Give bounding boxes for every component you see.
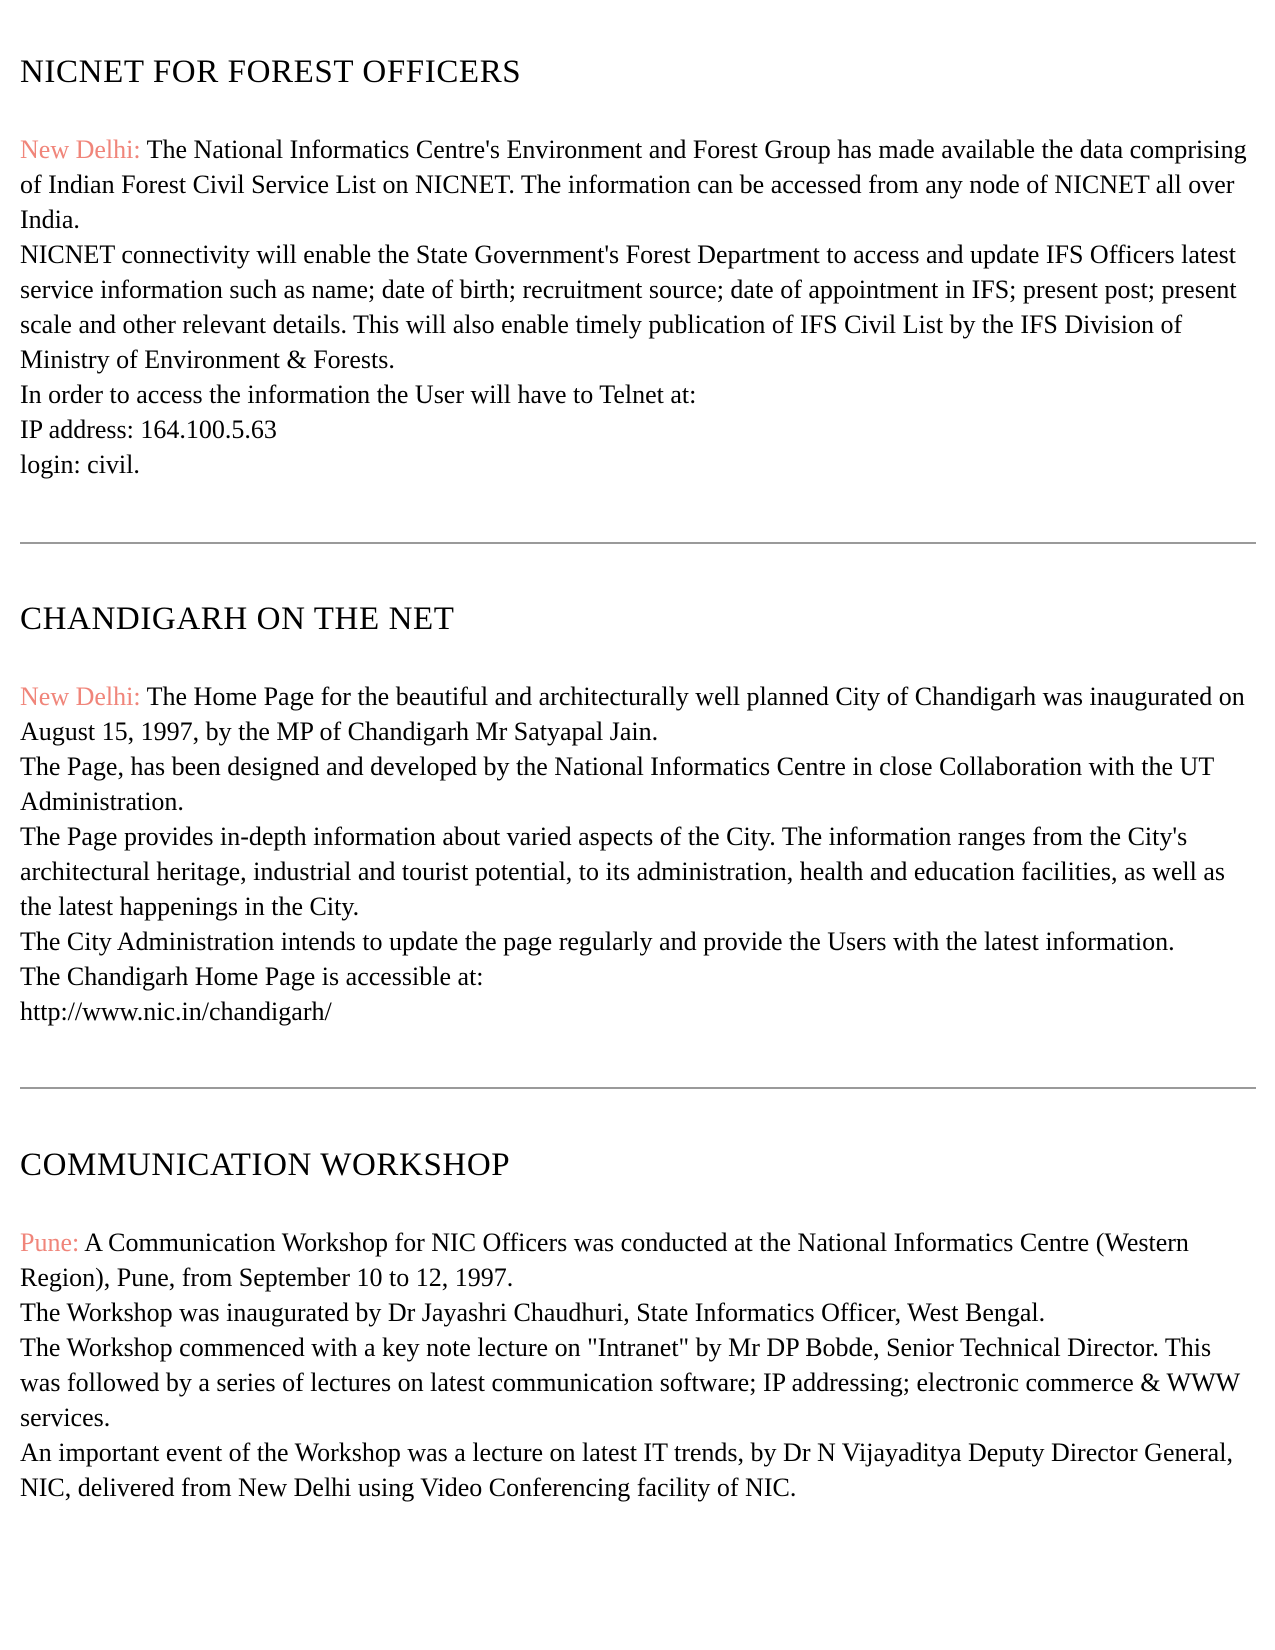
document-page xyxy=(20,0,1255,1505)
paragraph: The Page provides in-depth information about varied aspects of the City. The information ranges from the City's architectural heritage, industrial and tourist potential, to its administration, health and education facilities, as well as the latest happenings in the City. xyxy=(20,822,1226,921)
paragraph: IP address: 164.100.5.63 xyxy=(20,415,277,444)
paragraph: The Chandigarh Home Page is accessible at: xyxy=(20,962,484,991)
article-body xyxy=(20,132,1255,482)
paragraph: An important event of the Workshop was a lecture on latest IT trends, by Dr N Vijayaditya Deputy Director General, NIC, delivered from New Delhi using Video Conferencing facility of NIC. xyxy=(20,1438,1233,1502)
paragraph: NICNET connectivity will enable the State Government's Forest Department to access and update IFS Officers latest service information such as name; date of birth; recruitment source; date of appointment in IFS; present post; present scale and other relevant details. This will also enable timely publication of IFS Civil List by the IFS Division of Ministry of Environment & Forests. xyxy=(20,240,1237,374)
dateline: New Delhi: xyxy=(20,682,141,711)
section-divider xyxy=(20,1087,1256,1089)
paragraph: The Workshop was inaugurated by Dr Jayashri Chaudhuri, State Informatics Officer, West Bengal. xyxy=(20,1298,1046,1327)
article-body xyxy=(20,1225,1255,1505)
paragraph: The Page, has been designed and developed by the National Informatics Centre in close Collaboration with the UT Administration. xyxy=(20,752,1214,816)
url-text: http://www.nic.in/chandigarh/ xyxy=(20,997,332,1026)
article-headline: CHANDIGARH ON THE NET xyxy=(20,601,455,637)
article-headline: NICNET FOR FOREST OFFICERS xyxy=(20,54,522,90)
paragraph: login: civil. xyxy=(20,450,140,479)
lead-text: A Communication Workshop for NIC Officers was conducted at the National Informatics Centre (Western Region), Pune, from September 10 to 12, 1997. xyxy=(20,1228,1189,1292)
article-headline: COMMUNICATION WORKSHOP xyxy=(20,1147,511,1183)
article-body xyxy=(20,679,1255,1029)
section-divider xyxy=(20,542,1256,544)
lead-text: The Home Page for the beautiful and architecturally well planned City of Chandigarh was inaugurated on August 15, 1997, by the MP of Chandigarh Mr Satyapal Jain. xyxy=(20,682,1245,746)
lead-paragraph xyxy=(20,679,1255,749)
dateline: New Delhi: xyxy=(20,135,141,164)
article-chandigarh-on-the-net xyxy=(20,599,1255,1029)
dateline: Pune: xyxy=(20,1228,80,1257)
article-communication-workshop xyxy=(20,1145,1255,1505)
lead-paragraph xyxy=(20,1225,1255,1295)
paragraph: The Workshop commenced with a key note lecture on "Intranet" by Mr DP Bobde, Senior Technical Director. This was followed by a series of lectures on latest communication software; IP addressing; electronic commerce & WWW services. xyxy=(20,1333,1240,1432)
article-nicnet-forest-officers xyxy=(20,52,1255,482)
lead-paragraph xyxy=(20,132,1255,237)
paragraph: In order to access the information the User will have to Telnet at: xyxy=(20,380,697,409)
lead-text: The National Informatics Centre's Environment and Forest Group has made available the data comprising of Indian Forest Civil Service List on NICNET. The information can be accessed from any node of NICNET all over India. xyxy=(20,135,1247,234)
paragraph: The City Administration intends to update the page regularly and provide the Users with the latest information. xyxy=(20,927,1175,956)
